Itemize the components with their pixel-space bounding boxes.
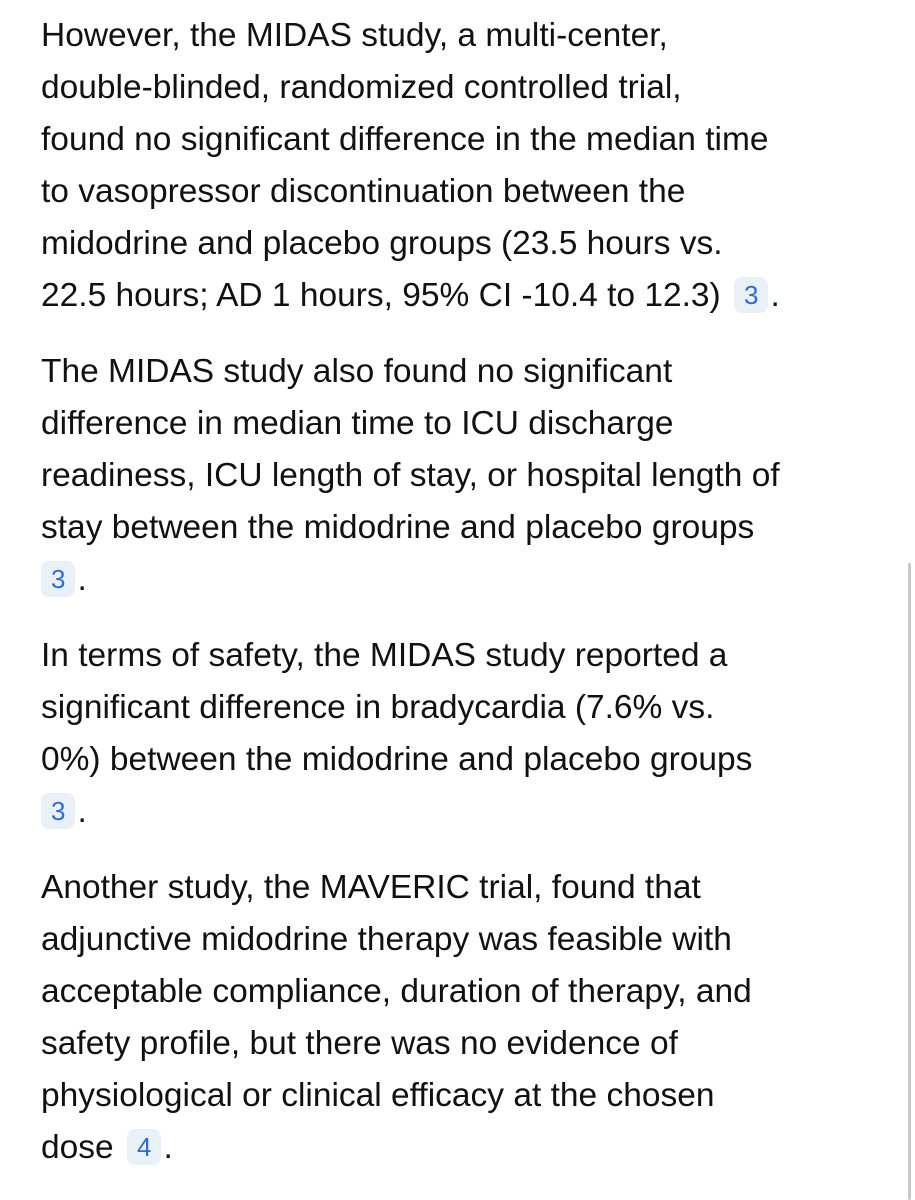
sentence-end: . [163, 1129, 173, 1166]
text-line: Another study, the MAVERIC trial, found that [41, 869, 701, 906]
text-line-with-citation [41, 270, 881, 322]
paragraph-midas-vasopressor [41, 10, 881, 322]
text-line: In terms of safety, the MIDAS study reported a [41, 637, 728, 674]
text-line: adjunctive midodrine therapy was feasible with [41, 921, 732, 958]
text-line: 22.5 hours; AD 1 hours, 95% CI -10.4 to 12.3) [41, 277, 721, 314]
citation-badge[interactable]: 3 [41, 793, 75, 829]
text-line: midodrine and placebo groups (23.5 hours vs. [41, 225, 723, 262]
sentence-end: . [77, 561, 87, 598]
text-line: found no significant difference in the median time [41, 121, 769, 158]
text-line: dose [41, 1129, 114, 1166]
citation-badge[interactable]: 3 [41, 561, 75, 597]
text-line: to vasopressor discontinuation between the [41, 173, 686, 210]
text-line: However, the MIDAS study, a multi-center, [41, 17, 668, 54]
text-line: stay between the midodrine and placebo groups [41, 509, 755, 546]
text-line: physiological or clinical efficacy at the chosen [41, 1077, 715, 1114]
vertical-scrollbar[interactable] [908, 563, 911, 1200]
text-line: safety profile, but there was no evidence of [41, 1025, 678, 1062]
text-line-with-citation [41, 1122, 881, 1174]
text-line: 0%) between the midodrine and placebo groups [41, 741, 753, 778]
paragraph-midas-safety [41, 630, 881, 838]
text-line: double-blinded, randomized controlled trial, [41, 69, 682, 106]
paragraph-maveric-trial [41, 862, 881, 1174]
sentence-end: . [77, 793, 87, 830]
text-line: significant difference in bradycardia (7.6% vs. [41, 689, 715, 726]
citation-badge[interactable]: 3 [734, 277, 768, 313]
response-body [41, 10, 881, 1174]
sentence-end: . [770, 277, 780, 314]
text-line: The MIDAS study also found no significant [41, 353, 673, 390]
citation-badge[interactable]: 4 [127, 1129, 161, 1165]
text-line: difference in median time to ICU discharge [41, 405, 674, 442]
text-line: acceptable compliance, duration of therapy, and [41, 973, 752, 1010]
paragraph-midas-icu-discharge [41, 346, 881, 606]
text-line: readiness, ICU length of stay, or hospital length of [41, 457, 780, 494]
text-line-with-citation [41, 554, 881, 606]
text-line-with-citation [41, 786, 881, 838]
